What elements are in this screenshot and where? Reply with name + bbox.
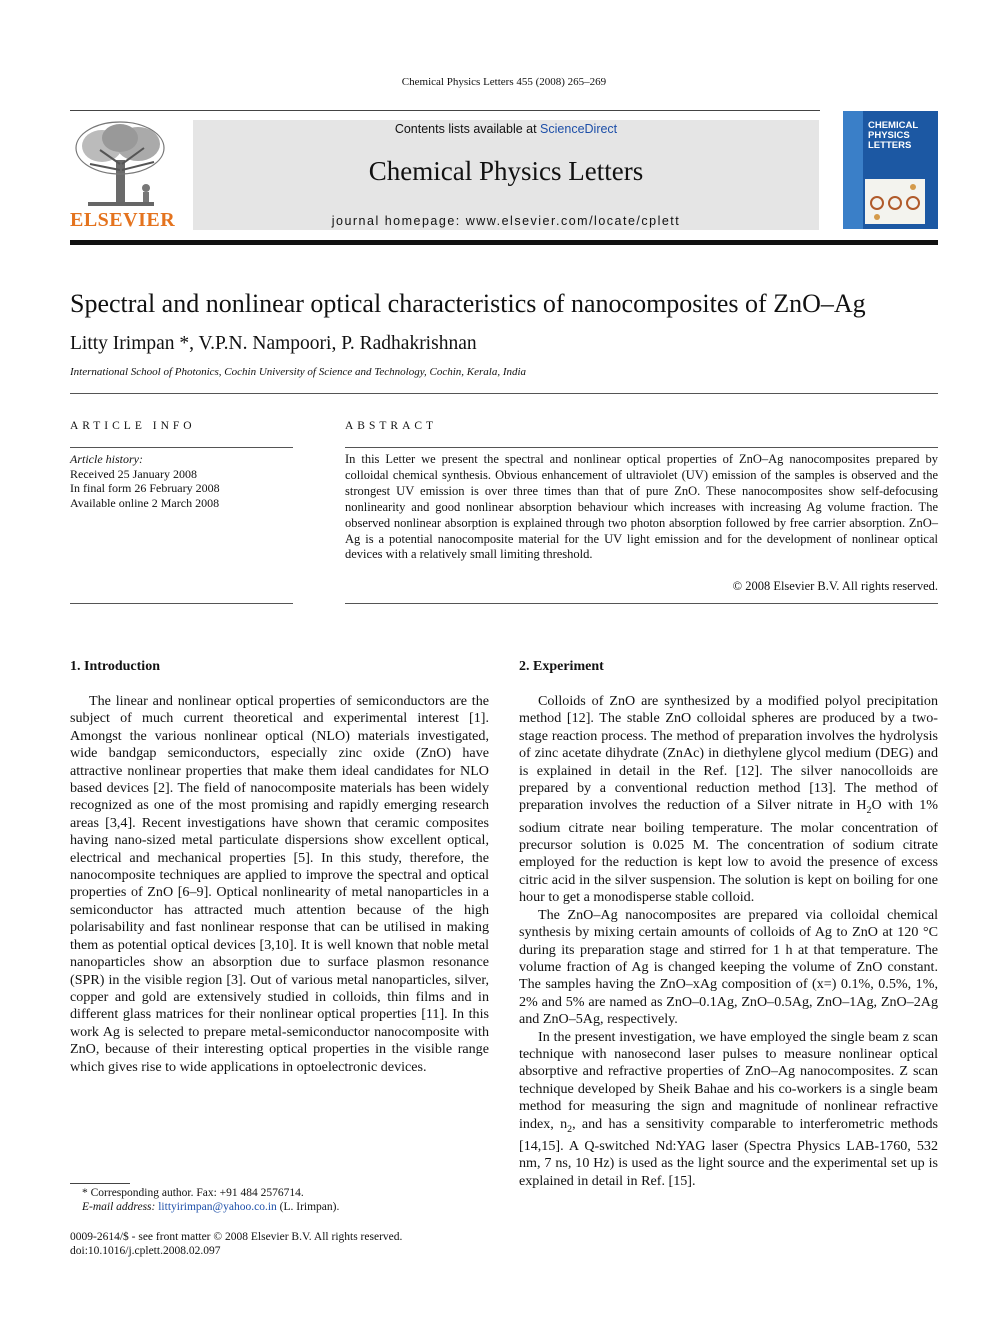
elsevier-logo[interactable] bbox=[70, 120, 176, 232]
article-info-bottom-rule bbox=[70, 603, 293, 604]
elsevier-wordmark: ELSEVIER bbox=[70, 209, 176, 231]
cover-image bbox=[865, 179, 925, 224]
email-suffix: (L. Irimpan). bbox=[276, 1201, 340, 1213]
paragraph-text: In the present investigation, we have employed the single beam z scan technique with nanosecond laser pulses to measure nonlinear optical absorptive and refractive properties of ZnO–Ag nanocomposites. Z scan technique developed by Sheik Bahae and his co-workers is a single beam method for measuring the sign and magnitude of nonlinear refractive index, n bbox=[519, 1028, 938, 1132]
affiliation: International School of Photonics, Cochin University of Science and Technology, Cochin, Kerala, India bbox=[70, 366, 527, 378]
molecule-icon bbox=[865, 179, 925, 224]
experiment-body bbox=[519, 693, 938, 1190]
email-line bbox=[70, 1200, 339, 1214]
footnote-rule bbox=[70, 1183, 130, 1184]
email-label: E-mail address: bbox=[82, 1201, 159, 1213]
online-date: Available online 2 March 2008 bbox=[70, 495, 220, 510]
final-form-date: In final form 26 February 2008 bbox=[70, 481, 220, 495]
abstract-text: In this Letter we present the spectral and nonlinear optical properties of ZnO–Ag nanocomposites prepared by colloidal chemical synthesis. Obvious enhancement of ultraviolet (UV) emission of the samples is observed and the strongest UV emission is over three times than that of pure ZnO. These nanocomposites show self-defocusing nonlinearity and good nonlinear absorption behaviour which increases with increasing Ag volume fraction. The observed nonlinear absorption is explained through two photon absorption followed by free carrier absorption. ZnO–Ag is a potential nanocomposite material for the UV light emission and for the development of nonlinear optical devices with a relatively small limiting threshold. bbox=[345, 452, 938, 562]
title-rule bbox=[70, 393, 938, 394]
journal-banner bbox=[193, 120, 819, 230]
article-info-rule bbox=[70, 447, 293, 448]
cover-title: CHEMICAL PHYSICS LETTERS bbox=[868, 120, 918, 151]
article-title: Spectral and nonlinear optical characteristics of nanocomposites of ZnO–Ag bbox=[70, 289, 866, 318]
footnote bbox=[70, 1186, 339, 1214]
introduction-body bbox=[70, 693, 489, 1076]
article-history bbox=[70, 452, 220, 510]
header-rule bbox=[70, 110, 820, 111]
paragraph-text: Colloids of ZnO are synthesized by a modified polyol precipitation method [12]. The stable ZnO colloidal spheres are produced by a two-stage reaction process. The method of preparation involves the hydrolysis of zinc acetate dihydrate (ZnAc) in diethylene glycol medium (DEG) and is explained in detail in the Ref. [12]. The silver nanocolloids are prepared by a conventional reduction method [13]. The method of preparation involves the reduction of a Silver nitrate in H bbox=[519, 693, 938, 814]
paragraph bbox=[519, 1029, 938, 1190]
sciencedirect-link[interactable]: ScienceDirect bbox=[540, 122, 618, 136]
experiment-heading: 2. Experiment bbox=[519, 659, 604, 674]
header-thick-rule bbox=[70, 240, 938, 245]
authors: Litty Irimpan *, V.P.N. Nampoori, P. Radhakrishnan bbox=[70, 333, 477, 354]
contents-line bbox=[193, 122, 819, 136]
tree-icon bbox=[70, 120, 172, 210]
received-date: Received 25 January 2008 bbox=[70, 466, 197, 481]
paragraph-text: , and has a sensitivity comparable to interferometric methods [14,15]. A Q-switched Nd:YAG laser (Spectra Physics LAB-1760, 532 nm, 7 ns, 10 Hz) is used as the light source and the experimental set up is explained in detail in Ref. [15]. bbox=[519, 1115, 938, 1189]
journal-name: Chemical Physics Letters bbox=[368, 156, 644, 186]
paragraph bbox=[519, 693, 938, 907]
abstract-rule bbox=[345, 447, 938, 448]
doi-line[interactable]: doi:10.1016/j.cplett.2008.02.097 bbox=[70, 1245, 221, 1257]
cover-strip bbox=[843, 111, 863, 229]
paragraph-text: O with 1% sodium citrate near boiling temperature. The molar concentration of precursor solution is 0.025 M. The concentration of sodium citrate employed for the reduction is kept low to avoid the presence of excess citric acid in the silver suspension. The solution is kept on boiling for one hour to get a monodisperse stable colloid. bbox=[519, 797, 938, 906]
copyright: © 2008 Elsevier B.V. All rights reserved. bbox=[732, 579, 938, 593]
journal-citation: Chemical Physics Letters 455 (2008) 265–269 bbox=[401, 76, 607, 88]
abstract-bottom-rule bbox=[345, 603, 938, 604]
contents-prefix: Contents lists available at bbox=[394, 122, 541, 136]
page-footer bbox=[70, 1230, 402, 1258]
journal-homepage[interactable]: journal homepage: www.elsevier.com/locate/cplett bbox=[331, 214, 681, 228]
subscript: 2 bbox=[567, 1123, 573, 1135]
paragraph: The ZnO–Ag nanocomposites are prepared via colloidal chemical synthesis by mixing certain amounts of colloids of Ag to ZnO at 120 °C during its preparation stage and stirred for 1 h at that temperature. The volume fraction of Ag is changed keeping the volume of ZnO constant. The samples having the ZnO–xAg composition of (x=) 0.1%, 0.5%, 1%, 2% and 5% are named as ZnO–0.1Ag, ZnO–0.5Ag, ZnO–1Ag, ZnO–2Ag and ZnO–5Ag, respectively. bbox=[519, 906, 938, 1028]
abstract-heading: ABSTRACT bbox=[345, 420, 438, 432]
introduction-heading: 1. Introduction bbox=[70, 659, 160, 674]
history-label: Article history: bbox=[70, 452, 143, 466]
issn-line: 0009-2614/$ - see front matter © 2008 Elsevier B.V. All rights reserved. bbox=[70, 1231, 403, 1243]
corresponding-author: * Corresponding author. Fax: +91 484 2576714. bbox=[82, 1187, 304, 1199]
journal-cover[interactable] bbox=[843, 111, 938, 229]
article-info-heading: ARTICLE INFO bbox=[70, 420, 196, 432]
email-link[interactable]: littyirimpan@yahoo.co.in bbox=[158, 1201, 277, 1213]
subscript: 2 bbox=[866, 805, 872, 817]
paragraph: The linear and nonlinear optical properties of semiconductors are the subject of much current theoretical and experimental interest [1]. Amongst the various nonlinear optical (NLO) materials investigated, wide bandgap semiconductors, especially zinc oxide (ZnO) have attractive nonlinear properties that make them ideal candidates for NLO based devices [2]. The field of nanocomposite materials has been widely recognized as one of the most promising and rapidly emerging research areas [3,4]. Recent investigations have shown that ceramic composites having nano-sized metal particulate dispersions show excellent optical, electrical and mechanical properties [5]. In this study, therefore, the nanocomposite techniques are applied to improve the spectral and optical properties of ZnO [6–9]. Optical nonlinearity of metal nanoparticles in a semiconductor has attracted much attention because of the high polarisability and fast nonlinear response that can be utilised in making them as potential optical devices [3,10]. It is well known that noble metal nanoparticles show an absorption due to surface plasmon resonance (SPR) in the visible region [3]. Out of various metal nanoparticles, silver, copper and gold are extensively studied in colloids, thin films and in different glass matrices for their nonlinear optical properties [11]. In this work Ag is selected to prepare metal-semiconductor nanocomposite with ZnO, because of their interesting optical properties in the visible range which gives rise to wide applications in optoelectronic devices. bbox=[70, 693, 489, 1075]
